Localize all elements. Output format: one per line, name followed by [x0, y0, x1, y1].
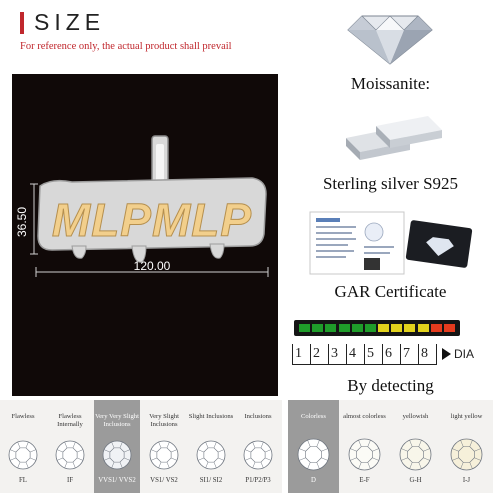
certificate-card — [288, 204, 493, 304]
scale-tick — [436, 344, 437, 364]
scale-number: 5 — [367, 346, 374, 361]
detector-card — [288, 306, 493, 398]
scale-tick — [418, 344, 419, 364]
moissanite-card — [288, 0, 493, 100]
meter-segment — [312, 324, 323, 332]
detector-meter — [294, 320, 460, 336]
diamond-icon — [243, 440, 273, 470]
pendant-illustration — [12, 74, 278, 396]
diamond-icon — [196, 440, 226, 470]
scale-number: 6 — [385, 346, 392, 361]
size-title: SIZE — [34, 9, 106, 35]
diamond-icon — [348, 438, 381, 471]
dia-scale — [292, 342, 492, 368]
clarity-grade — [47, 400, 93, 493]
scale-tick — [310, 344, 311, 364]
scale-number: 3 — [331, 346, 338, 361]
meter-segment — [339, 324, 350, 332]
diamond-icon — [8, 440, 38, 470]
color-grade-label: light yellow — [450, 413, 483, 420]
dia-label: DIA — [454, 347, 475, 361]
color-grade — [288, 400, 339, 493]
height-label: 36.50 — [15, 206, 29, 238]
scale-baseline — [292, 364, 437, 365]
meter-segment — [431, 324, 442, 332]
scale-tick — [400, 344, 401, 364]
clarity-grade-label: Inclusions — [244, 413, 272, 420]
accent-bar — [20, 12, 24, 34]
meter-segment — [325, 324, 336, 332]
scale-number: 1 — [295, 346, 302, 361]
drip-1 — [72, 246, 86, 258]
scale-tick — [346, 344, 347, 364]
meter-segment — [378, 324, 389, 332]
diamond-icon — [399, 438, 432, 471]
silver-label: Sterling silver S925 — [322, 174, 459, 193]
scale-number: 4 — [349, 346, 356, 361]
clarity-grade-label: Flawless Internally — [57, 413, 83, 428]
scale-tick — [292, 344, 293, 364]
color-grade-code: E-F — [359, 477, 370, 484]
meter-segment — [418, 324, 429, 332]
clarity-grade-label: Slight Inclusions — [188, 413, 234, 420]
color-grade — [441, 400, 492, 493]
silver-bars-icon — [336, 108, 446, 164]
meter-segment — [352, 324, 363, 332]
color-grade-label: yellowish — [402, 413, 429, 420]
diamond-icon — [297, 438, 330, 471]
color-grade-code: I-J — [462, 477, 471, 484]
color-grade — [390, 400, 441, 493]
meter-segment — [299, 324, 310, 332]
clarity-grade — [141, 400, 187, 493]
meter-segment — [404, 324, 415, 332]
silver-card — [288, 102, 493, 202]
clarity-grades — [0, 400, 282, 493]
clarity-grade — [94, 400, 140, 493]
scale-tick — [328, 344, 329, 364]
drip-3 — [210, 244, 224, 258]
diamond-icon — [55, 440, 85, 470]
clarity-grade-code: FL — [19, 477, 27, 484]
clarity-grade-label: Very Slight Inclusions — [149, 413, 179, 428]
color-grades — [288, 400, 493, 493]
clarity-grade-code: IF — [66, 477, 74, 484]
certificate-label: GAR Certificate — [334, 282, 447, 301]
scale-number: 8 — [421, 346, 428, 361]
clarity-grade — [235, 400, 281, 493]
diamond-icon — [450, 438, 483, 471]
diamond-icon — [346, 8, 434, 66]
product-image-panel — [12, 74, 278, 396]
meter-segment — [444, 324, 455, 332]
diamond-icon — [102, 440, 132, 470]
color-grade-code: G-H — [409, 477, 422, 484]
clarity-grade-label: Flawless — [11, 413, 35, 420]
width-label: 120.00 — [133, 259, 171, 273]
clarity-grade-code: P1/P2/P3 — [245, 477, 271, 484]
moissanite-label: Moissanite: — [350, 74, 431, 93]
clarity-grade-label: Very Very Slight Inclusions — [95, 413, 139, 428]
clarity-grade-code: SI1/ SI2 — [199, 477, 223, 484]
scale-tick — [382, 344, 383, 364]
meter-segment — [365, 324, 376, 332]
size-header — [0, 0, 282, 70]
scale-number: 2 — [313, 346, 320, 361]
pendant-lettering: MLPMLP — [51, 194, 253, 246]
color-grade-label: almost colorless — [343, 413, 386, 420]
meter-segments — [298, 324, 456, 332]
color-grade-label: Colorless — [301, 413, 326, 420]
meter-segment — [391, 324, 402, 332]
clarity-grade — [188, 400, 234, 493]
clarity-grade — [0, 400, 46, 493]
scale-tick — [364, 344, 365, 364]
color-grade-code: D — [311, 477, 316, 484]
diamond-icon — [149, 440, 179, 470]
color-grade — [339, 400, 390, 493]
clarity-grade-code: VVS1/ VVS2 — [98, 477, 136, 484]
scale-number: 7 — [403, 346, 410, 361]
size-note: For reference only, the actual product shall prevail — [20, 41, 232, 52]
bail-highlight — [156, 144, 164, 184]
arrow-right-icon — [442, 348, 451, 360]
certificate-icon — [308, 210, 474, 276]
clarity-grade-code: VS1/ VS2 — [150, 477, 178, 484]
detecting-label: By detecting — [347, 376, 434, 395]
